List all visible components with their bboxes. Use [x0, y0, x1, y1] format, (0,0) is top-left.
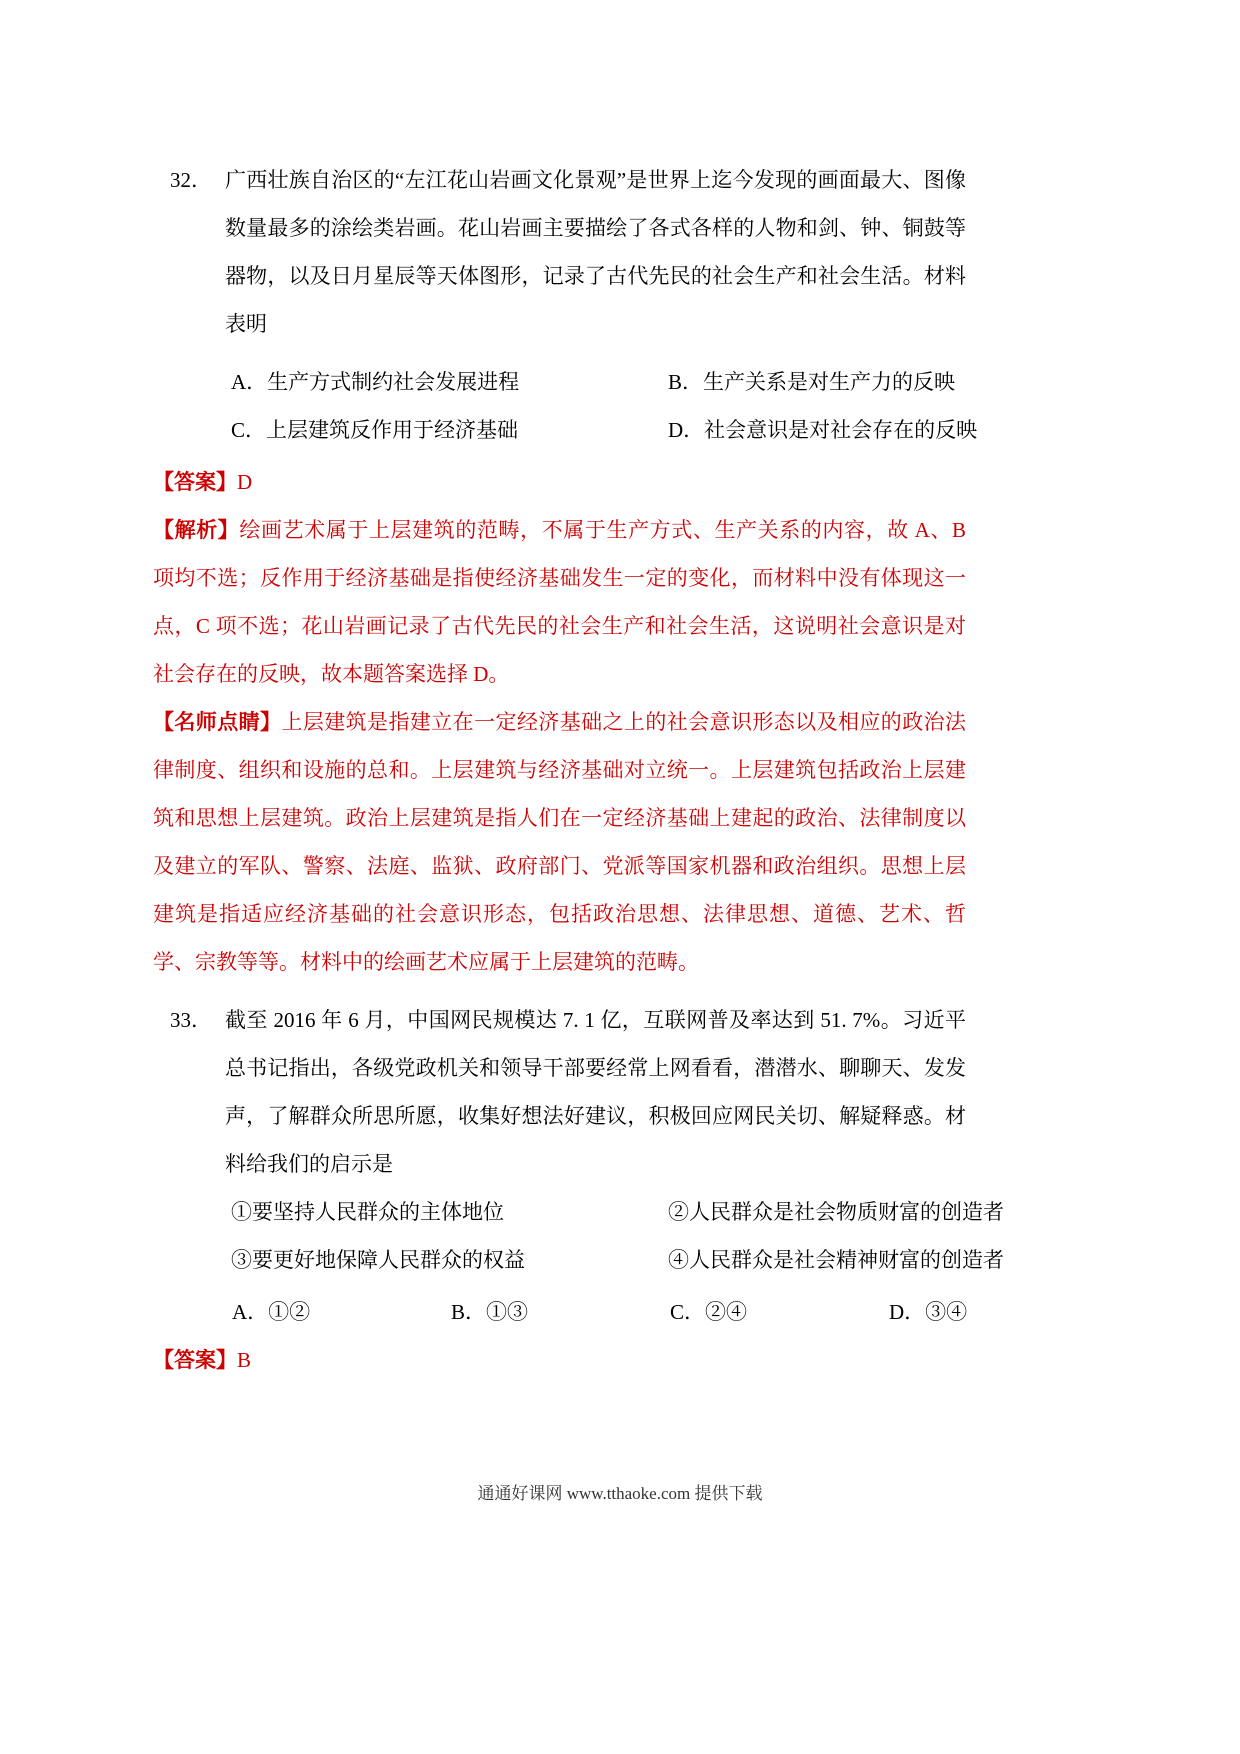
- question-33-statements-row-2: [231, 1236, 1004, 1284]
- choice-33-d-text: ③④: [925, 1300, 968, 1324]
- statement-1-marker: ①: [231, 1200, 252, 1224]
- analysis-32-label: 【解析】: [153, 518, 240, 542]
- question-33-stem: 截至 2016 年 6 月，中国网民规模达 7. 1 亿，互联网普及率达到 51. 7%。习近平总书记指出，各级党政机关和领导干部要经常上网看看，潜潜水、聊聊天、发发声，了解群众所思所愿，收集好想法好建议，积极回应网民关切、解疑释惑。材料给我们的启示是: [225, 1008, 966, 1176]
- option-32-d-label: D．: [668, 418, 705, 442]
- option-32-d-text: 社会意识是对社会存在的反映: [704, 418, 978, 442]
- question-33-choices-row: [232, 1288, 966, 1336]
- question-32-options-row-2: [231, 406, 978, 454]
- statement-4-text: 人民群众是社会精神财富的创造者: [689, 1248, 1004, 1272]
- site-footer: 通通好课网 www.tthaoke.com 提供下载: [477, 1484, 763, 1503]
- statement-3: [231, 1236, 668, 1284]
- question-32-stem-row: [153, 156, 966, 348]
- option-32-c-text: 上层建筑反作用于经济基础: [266, 418, 519, 442]
- choice-33-a-text: ①②: [268, 1300, 311, 1324]
- question-32-teacher-tip: [153, 698, 966, 986]
- choice-33-a: [232, 1288, 451, 1336]
- question-32: [153, 156, 978, 986]
- question-33-stem-row: [153, 996, 966, 1188]
- statement-1-text: 要坚持人民群众的主体地位: [252, 1200, 504, 1224]
- option-32-d: [668, 406, 977, 454]
- statement-4-marker: ④: [668, 1248, 689, 1272]
- tip-32-label: 【名师点睛】: [153, 710, 282, 734]
- option-32-a: [231, 358, 668, 406]
- answer-33-value: B: [237, 1348, 252, 1372]
- question-33-number: 33．: [170, 1008, 212, 1032]
- analysis-32-text: 绘画艺术属于上层建筑的范畴，不属于生产方式、生产关系的内容，故 A、B 项均不选；反作用于经济基础是指使经济基础发生一定的变化，而材料中没有体现这一点，C 项不选；花山岩画记录了古代先民的社会生产和社会生活，这说明社会意识是对社会存在的反映，故本题答案选择 D。: [153, 518, 967, 686]
- choice-33-c-label: C．: [670, 1300, 706, 1324]
- question-32-stem: 广西壮族自治区的“左江花山岩画文化景观”是世界上迄今发现的画面最大、图像数量最多的涂绘类岩画。花山岩画主要描绘了各式各样的人物和剑、钟、铜鼓等器物，以及日月星辰等天体图形，记录了古代先民的社会生产和社会生活。材料表明: [225, 168, 966, 336]
- option-32-b-text: 生产关系是对生产力的反映: [703, 370, 956, 394]
- option-32-a-text: 生产方式制约社会发展进程: [267, 370, 520, 394]
- question-33-statements-row-1: [231, 1188, 1004, 1236]
- choice-33-c: [670, 1288, 889, 1336]
- answer-32-value: D: [237, 470, 253, 494]
- option-32-b-label: B．: [668, 370, 704, 394]
- statement-2-text: 人民群众是社会物质财富的创造者: [689, 1200, 1004, 1224]
- option-32-a-label: A．: [231, 370, 268, 394]
- choice-33-b-text: ①③: [486, 1300, 529, 1324]
- answer-33-label: 【答案】: [153, 1348, 237, 1372]
- choice-33-b-label: B．: [451, 1300, 487, 1324]
- choice-33-c-text: ②④: [705, 1300, 748, 1324]
- choice-33-d: [889, 1288, 1108, 1336]
- statement-3-marker: ③: [231, 1248, 252, 1272]
- question-33-answer: [153, 1336, 966, 1384]
- question-32-options-row-1: [231, 358, 966, 406]
- statement-2: [668, 1188, 1004, 1236]
- choice-33-d-label: D．: [889, 1300, 926, 1324]
- tip-32-text: 上层建筑是指建立在一定经济基础之上的社会意识形态以及相应的政治法律制度、组织和设施的总和。上层建筑与经济基础对立统一。上层建筑包括政治上层建筑和思想上层建筑。政治上层建筑是指人们在一定经济基础上建起的政治、法律制度以及建立的军队、警察、法庭、监狱、政府部门、党派等国家机器和政治组织。思想上层建筑是指适应经济基础的社会意识形态，包括政治思想、法律思想、道德、艺术、哲学、宗教等等。材料中的绘画艺术应属于上层建筑的范畴。: [153, 710, 967, 974]
- statement-4: [668, 1236, 1004, 1284]
- statement-2-marker: ②: [668, 1200, 689, 1224]
- statement-1: [231, 1188, 668, 1236]
- question-32-number: 32．: [170, 168, 212, 192]
- option-32-c: [231, 406, 668, 454]
- choice-33-a-label: A．: [232, 1300, 269, 1324]
- option-32-c-label: C．: [231, 418, 267, 442]
- question-33: [153, 996, 1004, 1384]
- answer-32-label: 【答案】: [153, 470, 237, 494]
- page-content: [153, 156, 1004, 1384]
- question-32-answer: [153, 458, 966, 506]
- statement-3-text: 要更好地保障人民群众的权益: [252, 1248, 525, 1272]
- choice-33-b: [451, 1288, 670, 1336]
- question-32-analysis: [153, 506, 966, 698]
- option-32-b: [668, 358, 955, 406]
